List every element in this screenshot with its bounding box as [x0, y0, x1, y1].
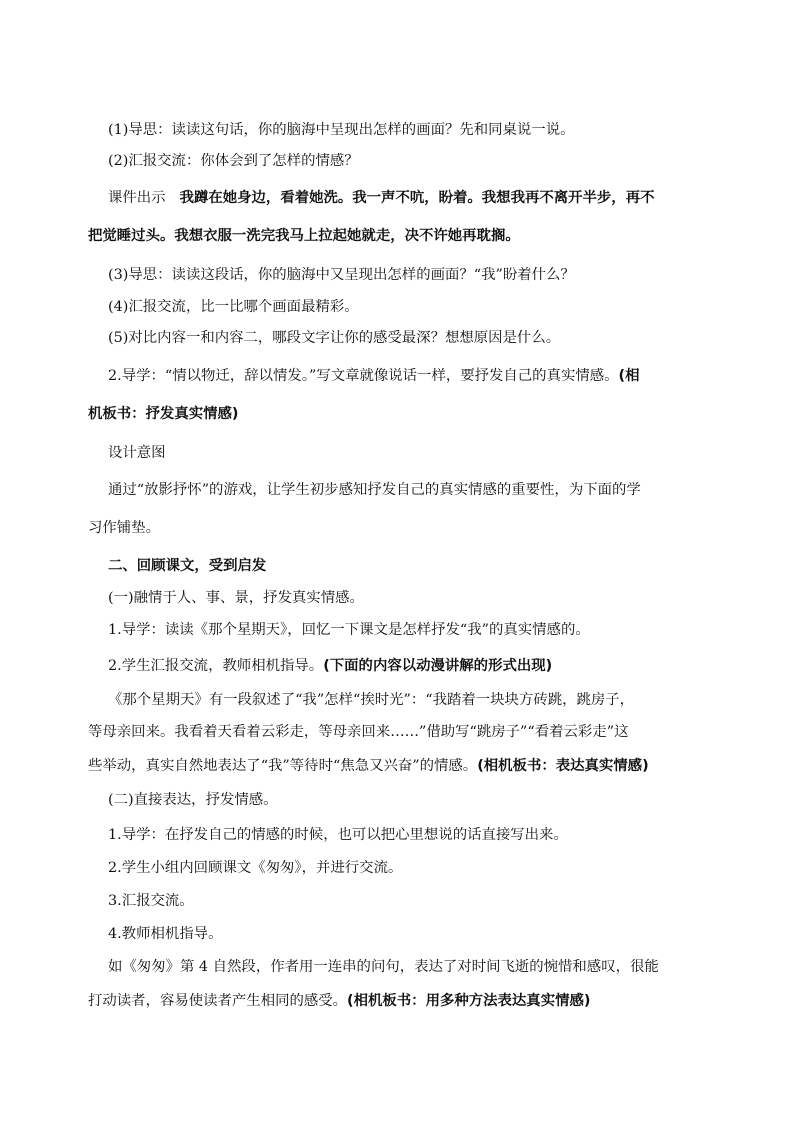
subsection-2-heading: (二)直接表达，抒发情感。 [108, 792, 278, 808]
design-intent-line-1: 通过“放影抒怀”的游戏，让学生初步感知抒发自己的真实情感的重要性，为下面的学 [108, 482, 641, 498]
subsection-1-item-2-note: (下面的内容以动漫讲解的形式出现) [323, 658, 553, 674]
section-2-heading: 二、回顾课文，受到启发 [108, 558, 267, 574]
guide-question-1: (1)导思：读读这句话，你的脑海中呈现出怎样的画面？先和同桌说一说。 [108, 122, 575, 138]
board-note-open: (相 [618, 368, 640, 384]
example-paragraph-2-line-2 [88, 991, 590, 1011]
example-paragraph-1-line-3 [88, 756, 649, 776]
courseware-quote-1: 我蹲在她身边，看着她洗。我一声不吭，盼着。我想我再不离开半步，再不 [179, 190, 655, 206]
courseware-label: 课件出示 [108, 190, 166, 206]
guide-question-3: (3)导思：读读这段话，你的脑海中又呈现出怎样的画面？“我”盼着什么？ [108, 267, 575, 283]
example-paragraph-1-text: 些举动，真实自然地表达了“我”等待时“焦急又兴奋”的情感。 [88, 758, 478, 774]
example-paragraph-2-text: 打动读者，容易使读者产生相同的感受。 [88, 993, 348, 1009]
report-exchange-4: (4)汇报交流，比一比哪个画面最精彩。 [108, 299, 359, 315]
courseware-quote-2: 把觉睡过头。我想衣服一洗完我马上拉起她就走，决不许她再耽搁。 [88, 228, 520, 244]
subsection-2-item-4: 4.教师相机指导。 [108, 926, 223, 942]
subsection-1-heading: (一)融情于人、事、景，抒发真实情感。 [108, 590, 364, 606]
guided-learning-2-text: 2.导学：“情以物迁，辞以情发。”写文章就像说话一样，要抒发自己的真实情感。 [108, 368, 619, 384]
board-note-3: (相机板书：用多种方法表达真实情感) [347, 993, 591, 1009]
board-note-2: (相机板书：表达真实情感) [477, 758, 649, 774]
courseware-line-1 [108, 188, 654, 208]
design-intent-line-2: 习作铺垫。 [88, 520, 160, 536]
guided-learning-2-line-1 [108, 366, 640, 386]
compare-question-5: (5)对比内容一和内容二，哪段文字让你的感受最深？想想原因是什么。 [108, 330, 561, 346]
subsection-1-item-2-text: 2.学生汇报交流，教师相机指导。 [108, 658, 324, 674]
report-exchange-1: (2)汇报交流：你体会到了怎样的情感？ [108, 153, 359, 169]
subsection-2-item-2: 2.学生小组内回顾课文《匆匆》，并进行交流。 [108, 860, 403, 876]
subsection-1-item-2 [108, 656, 552, 676]
subsection-2-item-3: 3.汇报交流。 [108, 893, 194, 909]
example-paragraph-1-line-1: 《那个星期天》有一段叙述了“我”怎样“挨时光”：“我踏着一块块方砖跳，跳房子， [108, 692, 635, 708]
example-paragraph-1-line-2: 等母亲回来。我看着天看着云彩走，等母亲回来……”借助写“跳房子”“看着云彩走”这 [88, 724, 629, 740]
subsection-2-item-1: 1.导学：在抒发自己的情感的时候，也可以把心里想说的话直接写出来。 [108, 827, 568, 843]
design-intent-title: 设计意图 [108, 445, 166, 461]
board-note-1: 机板书：抒发真实情感) [88, 406, 239, 422]
example-paragraph-2-line-1: 如《匆匆》第 4 自然段，作者用一连串的问句，表达了对时间飞逝的惋惜和感叹，很能 [108, 959, 659, 975]
subsection-1-item-1: 1.导学：读读《那个星期天》，回忆一下课文是怎样抒发“我”的真实情感的。 [108, 622, 590, 638]
